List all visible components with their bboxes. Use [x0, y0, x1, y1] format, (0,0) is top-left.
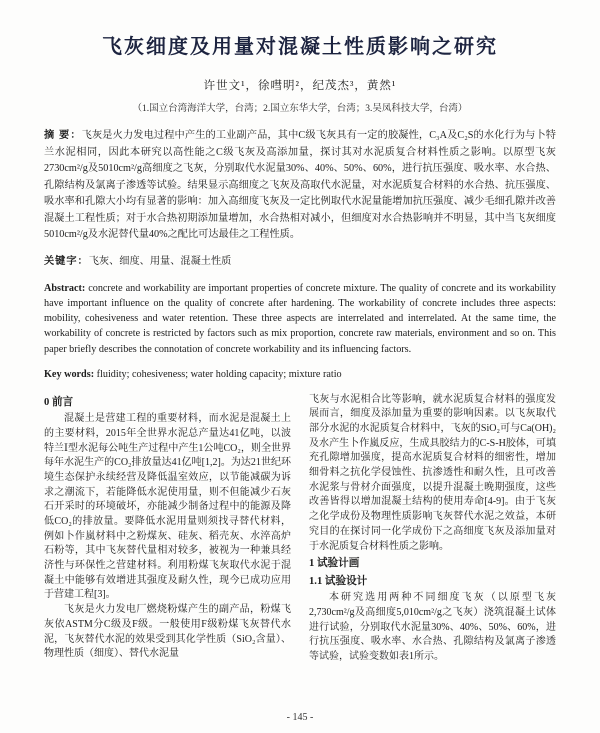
abstract-english [44, 281, 556, 357]
authors-line: 许世文¹，徐嘒明²，纪茂杰³，黄然¹ [203, 80, 397, 92]
preface-paragraph-2: 飞灰是火力发电厂燃烧粉煤产生的副产品，粉煤飞灰依ASTM分C级及F级。一般使用F级粉煤飞灰替代水泥，飞灰替代水泥的效果受到其化学性质（SiO₂含量）、物理性质（细度）、替代水泥量 [44, 604, 291, 660]
keywords-chinese-label: 关键字： [44, 255, 89, 267]
section-heading-test-design: 1.1 试验设计 [309, 575, 368, 587]
keywords-chinese [44, 254, 556, 271]
preface-paragraph-2-continued: 飞灰与水泥相合比等影响，就水泥质复合材料的强度发展而言，细度及添加量为重要的影响因素。以飞灰取代部分水泥的水泥质复合材料中，飞灰的SiO₂可与Ca(OH)₂及水产生卜作嵐反应，生成具胶结力的C-S-H胶体，可填充孔隙增加强度，提高水泥质复合材料的细密性，增加细骨料之抗化学侵蚀性、抗渗透性和耐久性，且可改善水泥浆与骨材介面强度，以提升混凝土晚期强度，这些改善皆得以增加混凝土结构的使用寿命[4-9]。由于飞灰之化学成份及物理性质影响飞灰替代水泥之效益，本研究目的在探讨同一化学成份下之高细度飞灰及添加量对于水泥质复合材料性质之影响。 [309, 393, 556, 552]
abstract-chinese [44, 128, 556, 244]
section-heading-test-plan: 1 试验计画 [309, 558, 360, 570]
page-number: - 145 - [286, 712, 314, 723]
keywords-english-text: fluidity; cohesiveness; water holding capacity; mixture ratio [96, 369, 342, 381]
section-heading-preface: 0 前言 [44, 396, 74, 408]
paper-title: 飞灰细度及用量对混凝土性质影响之研究 [102, 36, 498, 58]
abstract-english-text: concrete and workability are important properties of concrete mixture. The quality of concrete and its workability have important influence on the quality of concrete after hardening. The workability of concrete includes three aspects: mobility, cohesiveness and water retention. These three aspects are interrelated and interrelated. At the same time, the workability of concrete is restricted by factors such as mix proportion, concrete raw materials, environment and so on. This paper briefly describes the connotation of concrete workability and its influencing factors. [44, 282, 556, 355]
affiliation-line: （1.国立台湾海洋大学，台湾；2.国立东华大学，台湾；3.吴凤科技大学，台湾） [132, 104, 468, 114]
column-right [309, 393, 556, 665]
abstract-chinese-label: 摘 要： [44, 130, 82, 141]
preface-paragraph-1: 混凝土是营建工程的重要材料，而水泥是混凝土上的主要材料，2015年全世界水泥总产量达41亿吨，以波特兰Ⅰ型水泥每公吨生产过程中产生1公吨CO₂，则全世界每年水泥生产的CO₂排放量达41亿吨[1,2]。为达21世纪环境生态保护永续经营及降低温室效应，以节能减碳为诉求之潮流下，若能降低水泥使用量，则不但能减少石灰石开采时的环境破坏，亦能减少制备过程中的能源及降低CO₂的排放量。要降低水泥用量则须找寻替代材料，例如卜作嵐材料中之粉煤灰、硅灰、稻壳灰、水淬高炉石粉等，其中飞灰替代量相对较多，被视为一种兼具经济性与环保性之营建材料。利用粉煤飞灰取代水泥于混凝土中能够有效增进其强度及耐久性，现今已成功应用于营建工程[3]。 [44, 413, 291, 601]
abstract-chinese-text: 飞灰是火力发电过程中产生的工业副产品，其中C级飞灰具有一定的胶凝性，C₃A及C₂S的水化行为与卜特兰水泥相同，因此本研究以高性能之C级飞灰及高添加量，探讨其对水泥质复合材料性质之影响。以原型飞灰2730cm²/g及5010cm²/g高细度之飞灰，分别取代水泥量30%、40%、50%、60%，进行抗压强度、吸水率、水合热、孔隙结构及氯离子渗透等试验。结果显示高细度之飞灰及高取代水泥量，对水泥质复合材料的水合热、抗压强度、吸水率和孔隙大小均有显著的影响：加入高细度飞灰及一定比例取代水泥量能增加抗压强度、减少毛细孔隙并改善混凝土工程性质；对于水合热初期添加量增加，水合热相对减小，但细度对水合热影响并不明显，其中当飞灰细度5010cm²/g及水泥替代量40%之配比可达最佳之工程性质。 [44, 130, 556, 241]
abstract-english-label: Abstract: [44, 282, 89, 294]
keywords-english-label: Key words: [44, 369, 97, 381]
keywords-english [44, 367, 556, 382]
keywords-chinese-text: 飞灰、细度、用量、混凝土性质 [88, 255, 232, 267]
column-left [44, 393, 291, 665]
body-columns [44, 393, 556, 665]
test-design-paragraph-1: 本研究选用两种不同细度飞灰（以原型飞灰2,730cm²/g及高细度5,010cm²/g之飞灰）浇筑混凝土试体进行试验，分别取代水泥量30%、40%、50%、60%，进行抗压强度、吸水率、水合热、孔隙结构及氯离子渗透等试验，试验变数如表1所示。 [309, 592, 556, 663]
